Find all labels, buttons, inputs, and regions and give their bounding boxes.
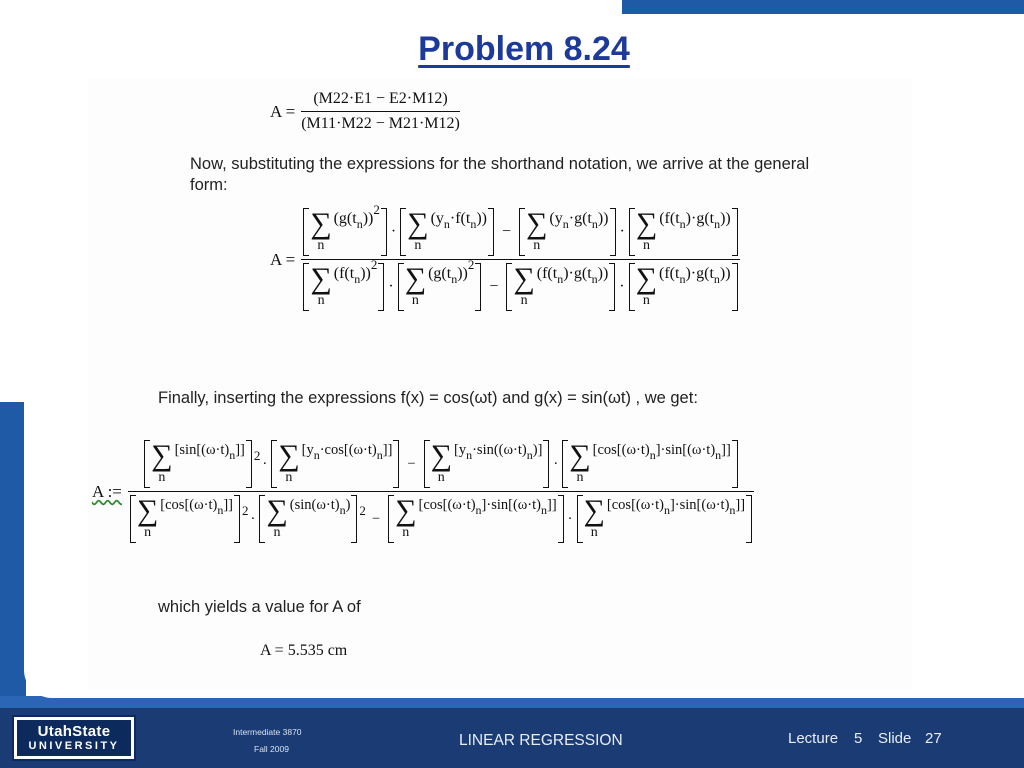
equation-3-numerator: ∑ n $[\sin[(\omega\cdot t)_n]]$ 2 · ∑ n $[y_n\cdot\cos[(\omega\cdot t)_n]]$ − ∑ n $[y_n\cdot\sin((\omega\cdot t)_n)]$ · ∑ n $[\cos[(\omega\cdot t)_n]\cdot\sin[(\omega\cdot t)_n]]$ xyxy=(142,440,740,488)
equation-1 xyxy=(270,90,460,133)
bracket: ∑ n $(f(t_n))$ 2 xyxy=(303,263,384,311)
summation: ∑ n xyxy=(266,494,288,540)
bracket: ∑ n $(y_n\cdot f(t_n))$ xyxy=(400,208,494,256)
bracket: ∑ n $(f(t_n)\cdot g(t_n))$ xyxy=(506,263,615,311)
summation: ∑ n xyxy=(310,207,332,253)
equation-2-numerator: ∑ n $(g(t_n))$ 2 · ∑ n $(y_n\cdot f(t_n))$ − ∑ n $(y_n\cdot g(t_n))$ · ∑ n $(f(t_n)\cdot g(t_n))$ xyxy=(301,208,740,256)
summation: ∑ n xyxy=(635,262,658,308)
equation-3-fraction xyxy=(128,440,754,543)
slide-footer xyxy=(0,708,1024,768)
result-value: A = 5.535 cm xyxy=(260,642,348,659)
equation-2 xyxy=(270,202,740,311)
slide-label: Slide xyxy=(878,730,912,747)
bracket: ∑ n $[\cos[(\omega\cdot t)_n]\cdot\sin[(\omega\cdot t)_n]]$ xyxy=(577,495,753,543)
slide-title: Problem 8.24 xyxy=(418,30,630,68)
bracket: ∑ n $(f(t_n)\cdot g(t_n))$ xyxy=(629,263,738,311)
equation-1-denominator: (M11·M22 − M21·M12) xyxy=(301,115,460,132)
course-label: Intermediate 3870 xyxy=(233,727,302,737)
bracket: ∑ n $[\cos[(\omega\cdot t)_n]\cdot\sin[(\omega\cdot t)_n]]$ xyxy=(562,440,738,488)
summation: ∑ n xyxy=(635,207,658,253)
bracket: ∑ n $(\sin(\omega\cdot t)_n)$ xyxy=(259,495,357,543)
bracket: ∑ n $[\sin[(\omega\cdot t)_n]]$ xyxy=(144,440,252,488)
summation: ∑ n xyxy=(407,207,429,253)
left-accent-bar xyxy=(0,402,26,702)
equation-1-numerator: (M22·E1 − E2·M12) xyxy=(313,90,448,107)
summation: ∑ n xyxy=(583,494,605,540)
summation: ∑ n xyxy=(404,262,427,308)
summation: ∑ n xyxy=(136,494,159,540)
usu-logo-mark xyxy=(17,720,131,756)
fraction-bar xyxy=(128,491,754,492)
equation-1-fraction xyxy=(301,90,460,133)
paragraph-substitution xyxy=(190,154,890,196)
paragraph-substitution-line-1: Now, substituting the expressions for the shorthand notation, we arrive at the general xyxy=(190,155,810,173)
lecture-label: Lecture xyxy=(788,730,839,747)
equation-2-fraction xyxy=(301,202,740,311)
summation: ∑ n xyxy=(513,262,535,308)
bracket: ∑ n $[\cos[(\omega\cdot t)_n]\cdot\sin[(\omega\cdot t)_n]]$ xyxy=(388,495,564,543)
term-label: Fall 2009 xyxy=(254,744,289,754)
bracket: ∑ n $(f(t_n)\cdot g(t_n))$ xyxy=(629,208,738,256)
slide-number: 27 xyxy=(925,730,942,747)
summation: ∑ n xyxy=(151,439,173,485)
usu-logo xyxy=(12,715,136,761)
equation-1-lhs: A = xyxy=(270,101,296,121)
summation: ∑ n xyxy=(310,262,332,308)
paragraph-inserting: Finally, inserting the expressions f(x) = cos(ωt) and g(x) = sin(ωt) , we get: xyxy=(158,389,698,407)
summation: ∑ n xyxy=(278,439,300,485)
bracket: ∑ n $(g(t_n))$ 2 xyxy=(398,263,482,311)
usu-logo-line-1: UtahState xyxy=(37,722,111,740)
fraction-bar xyxy=(301,259,740,260)
usu-logo-line-2: UNIVERSITY xyxy=(28,739,120,752)
lecture-topic: LINEAR REGRESSION xyxy=(459,732,623,749)
summation: ∑ n xyxy=(430,439,452,485)
bracket: ∑ n $[y_n\cdot\cos[(\omega\cdot t)_n]]$ xyxy=(271,440,399,488)
summation: ∑ n xyxy=(569,439,591,485)
paragraph-substitution-line-2: form: xyxy=(190,176,228,194)
equation-2-denominator: ∑ n $(f(t_n))$ 2 · ∑ n $(g(t_n))$ 2 − ∑ n $(f(t_n)\cdot g(t_n))$ · ∑ n $(f(t_n)\cdot g(t_n))$ xyxy=(301,263,739,311)
equation-2-lhs: A = xyxy=(270,249,296,269)
top-accent-bar xyxy=(622,0,1024,14)
fraction-bar xyxy=(301,111,460,112)
paragraph-yields: which yields a value for A of xyxy=(158,598,361,616)
equation-3-denominator: ∑ n $[\cos[(\omega\cdot t)_n]]$ 2 · ∑ n $(\sin(\omega\cdot t)_n)$ 2 − ∑ n $[\cos[(\omega\cdot t)_n]\cdot\sin[(\omega\cdot t)_n]]$ · ∑ n $[\cos[(\omega\cdot t)_n]\cdot\sin[(\omega\cdot t)_n]]$ xyxy=(128,495,754,543)
bracket: ∑ n $[\cos[(\omega\cdot t)_n]]$ xyxy=(130,495,240,543)
summation: ∑ n xyxy=(395,494,417,540)
equation-3-lhs: A := xyxy=(92,481,122,501)
bracket: ∑ n $(g(t_n))$ 2 xyxy=(303,208,387,256)
equation-3 xyxy=(92,440,754,543)
bracket: ∑ n $[y_n\cdot\sin((\omega\cdot t)_n)]$ xyxy=(424,440,550,488)
summation: ∑ n xyxy=(526,207,548,253)
lecture-number: 5 xyxy=(854,730,863,747)
bracket: ∑ n $(y_n\cdot g(t_n))$ xyxy=(519,208,615,256)
